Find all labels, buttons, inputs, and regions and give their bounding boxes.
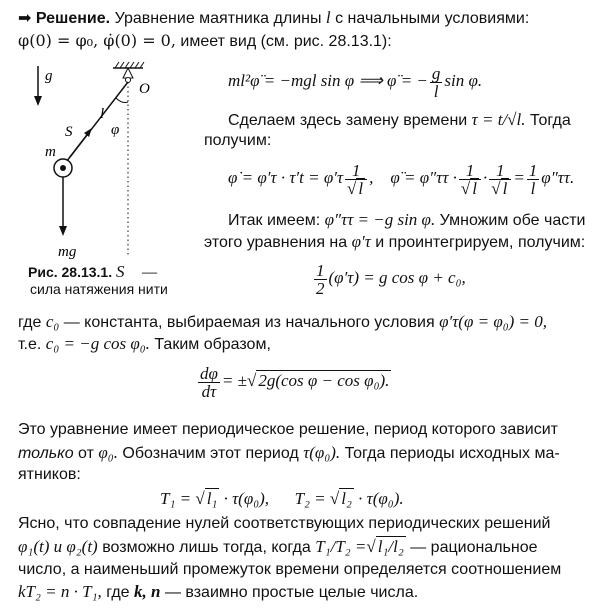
arrow-icon: ➡	[18, 10, 32, 27]
figure-caption-line-1	[28, 263, 157, 281]
intro-text: Уравнение маятника длины	[114, 10, 322, 27]
periodic-line-1: Это уравнение имеет периодическое решение, период которого зависит	[18, 421, 558, 438]
fraction-1-sqrt-l-b: $\frac{1}{√ l}$	[459, 162, 481, 197]
thus-line-1: Итак имеем: φ″ττ = −g sin φ. Умножим обе части	[228, 210, 586, 229]
figure-caption-line-2: сила натяжения нити	[30, 281, 168, 297]
pivot-support	[123, 68, 133, 78]
gravity-direction-arrowhead	[34, 96, 42, 106]
fraction-1-over-l: $\frac{1}{l}$	[528, 160, 538, 198]
intro-line2-text: имеет вид (см. рис. 28.13.1):	[180, 33, 392, 50]
final-line-4: kT₂ = n · T₁, где k, n — взаимно простые целые числа.	[18, 582, 419, 601]
caption-symbol: S⃗ —	[116, 262, 158, 281]
caption-label: Рис. 28.13.1.	[28, 264, 113, 280]
var-l: l	[325, 8, 331, 27]
equation-derivatives: φ̇ = φ′τ · τ′t = φ′τ $\frac{1}{√ l}$ , φ̈ = φ″ττ · $\frac{1}{√ l}$ · $\frac{1}{√ l}$ = $\frac{1}{l}$ φ″ττ.	[228, 160, 575, 198]
fraction-g-over-l: $\frac{g}{l}$	[431, 63, 441, 101]
fraction-one-half: $\frac{1}{2}$	[316, 260, 325, 298]
intro-text-end: с начальными условиями:	[335, 10, 530, 27]
label-l: l	[100, 106, 105, 122]
ceiling-hatch	[115, 62, 144, 68]
sqrt-radicand: 2g(cos φ − cos φ₀).	[258, 371, 390, 390]
solution-title: Решение.	[35, 10, 111, 27]
constant-line-2: т.е. c₀ = −g cos φ₀. Таким образом,	[18, 334, 271, 353]
bob-center	[60, 165, 66, 171]
equation-motion-end: sin φ.	[444, 71, 483, 90]
constant-line-1: где c₀ — константа, выбираемая из начального условия φ′τ(φ = φ₀) = 0,	[18, 312, 548, 331]
equation-motion	[228, 63, 483, 101]
initial-conditions: φ(0) = φ₀, φ̇(0) = 0,	[18, 31, 176, 50]
tension-arrowhead	[84, 128, 92, 137]
fraction-dphi-dtau: $\frac{d\varphi}{d\tau}$	[200, 363, 218, 401]
label-g: g⃗	[45, 68, 65, 84]
final-line-3: число, а наименьший промежуток времени определяется соотношением	[18, 561, 562, 578]
substitution-line-2: получим:	[204, 132, 272, 149]
label-m: m	[45, 144, 56, 160]
final-line-2: φ₁(t) и φ₂(t) возможно лишь тогда, когда T₁/T₂ =√ l₁/l₂ — рациональное	[18, 537, 538, 556]
angle-arc	[116, 98, 128, 103]
periodic-line-2: только от φ₀. Обозначим этот период τ(φ₀). Тогда периоды исходных ма-	[18, 443, 560, 462]
thus-line-2: этого уравнения на φ′τ и проинтегрируем, получим:	[204, 232, 586, 251]
header-line-1	[18, 8, 529, 29]
substitution-math: τ = t/√l.	[471, 110, 526, 129]
equation-motion-lhs: ml²φ̈ = −mgl sin φ ⟹ φ̈ = −	[228, 71, 428, 90]
substitution-line-1: Сделаем здесь замену времени τ = t/√l. Тогда	[228, 110, 571, 129]
pivot-point	[126, 78, 131, 83]
pendulum-figure	[18, 56, 193, 271]
fraction-1-sqrt-l-a: $\frac{1}{√ l}$	[345, 162, 367, 197]
thus-math: φ″ττ = −g sin φ.	[324, 210, 436, 229]
final-line-1: Ясно, что совпадение нулей соответствующих периодических решений	[18, 515, 551, 532]
equation-dphi-dtau: $\frac{d\varphi}{d\tau}$ = ±√ 2g(cos φ − cos φ₀).	[200, 363, 390, 401]
label-O: O	[139, 81, 150, 97]
header-line-2	[18, 31, 392, 52]
label-mg: mg⃗	[58, 244, 88, 260]
fraction-1-sqrt-l-c: $\frac{1}{√ l}$	[489, 162, 511, 197]
equation-integral: $\frac{1}{2}$ (φ′τ) = g cos φ + c₀,	[316, 260, 466, 298]
equation-periods: T₁ = √ l₁ · τ(φ₀), T₂ = √ l₂ · τ(φ₀).	[160, 489, 404, 508]
label-S: S⃗	[65, 124, 85, 140]
periodic-line-3: ятников:	[18, 466, 81, 483]
gravity-force-arrowhead	[59, 226, 67, 236]
label-phi: φ	[111, 122, 120, 138]
